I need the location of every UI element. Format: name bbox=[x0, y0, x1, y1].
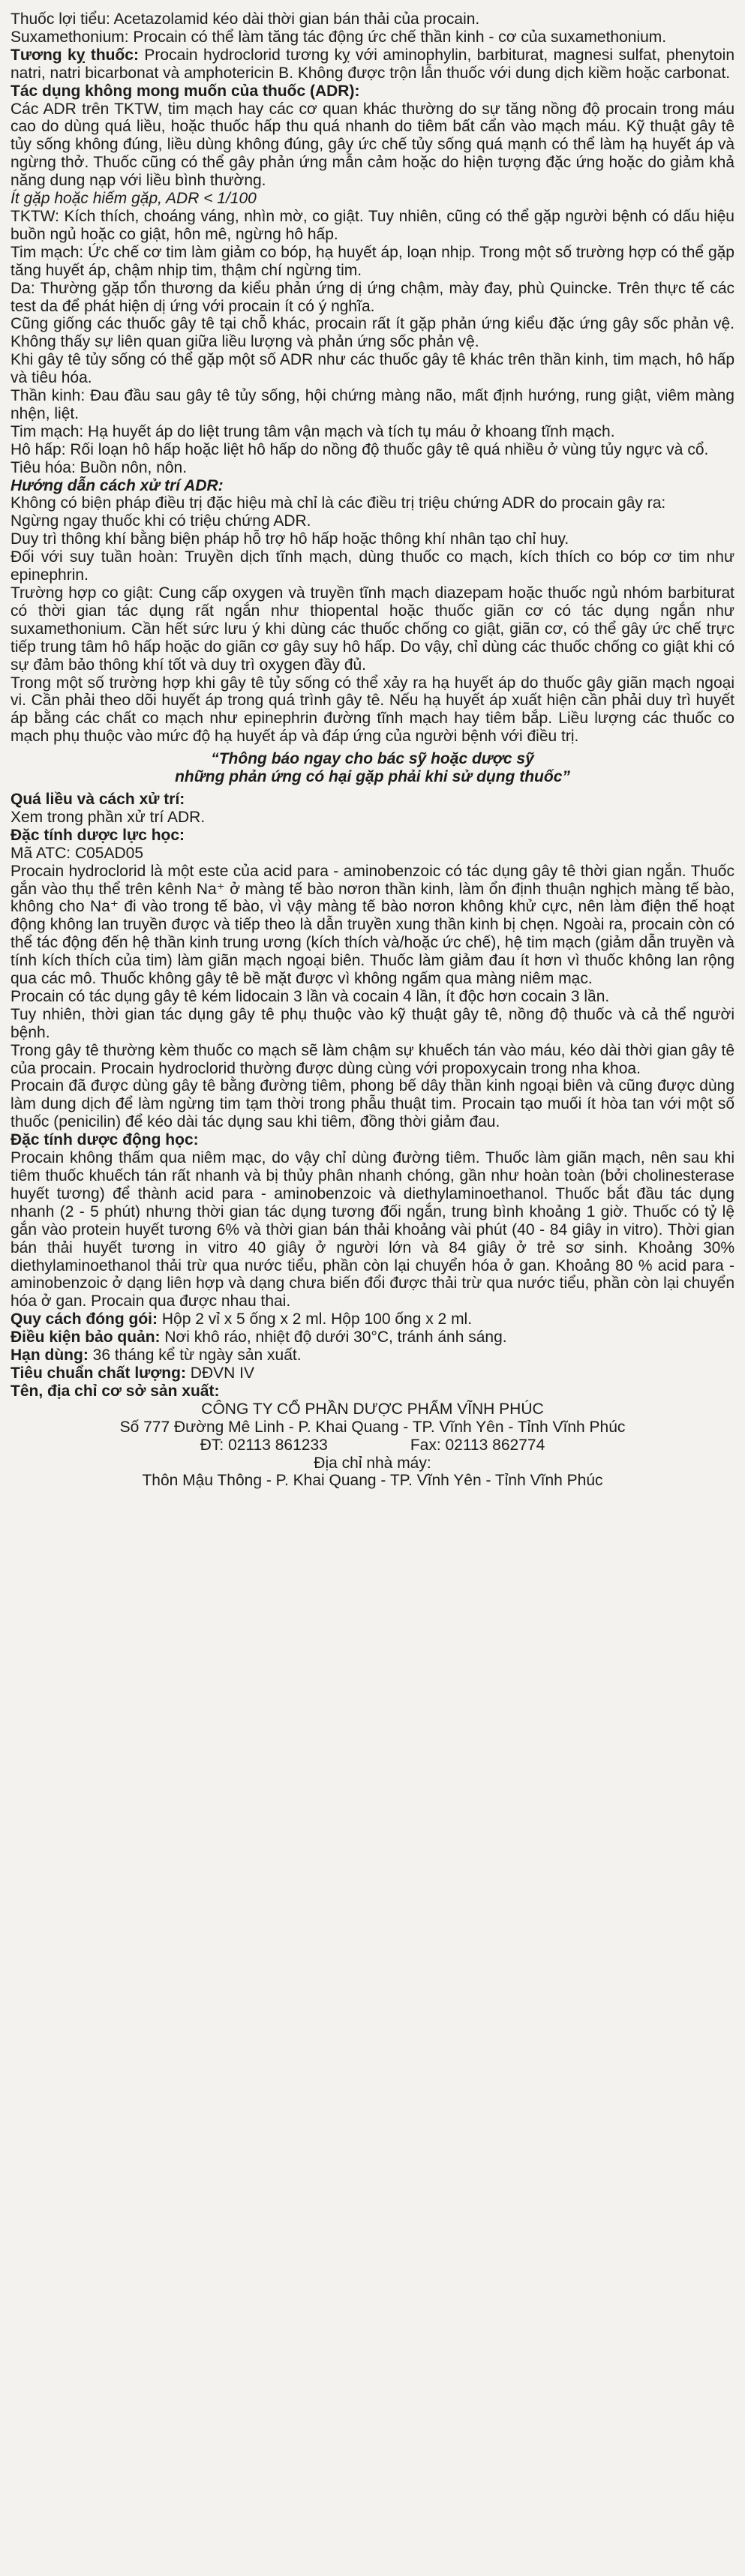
overdose-text: Xem trong phần xử trí ADR. bbox=[11, 808, 206, 826]
overdose-heading: Quá liều và cách xử trí: bbox=[11, 790, 185, 808]
spec-value: 36 tháng kể từ ngày sản xuất. bbox=[88, 1347, 302, 1365]
notice-line-2: những phản ứng có hại gặp phải khi sử dụng thuốc” bbox=[175, 768, 570, 786]
spec-label: Quy cách đóng gói: bbox=[11, 1311, 158, 1329]
company-contacts bbox=[11, 1437, 734, 1455]
incompat-label: Tương kỵ thuốc: bbox=[11, 46, 139, 64]
incompat-text: Procain hydroclorid tương kỵ với aminophylin, barbiturat, magnesi sulfat, phenytoin natri, natri bicarbonat và amphotericin B. Không được trộn lẫn thuốc với dung dịch kiềm hoặc carbonat. bbox=[11, 46, 735, 82]
pharmacodynamics-heading: Đặc tính dược lực học: bbox=[11, 826, 185, 844]
spec-label: Tên, địa chỉ cơ sở sản xuất: bbox=[11, 1382, 220, 1400]
adr-paragraph: TKTW: Kích thích, choáng váng, nhìn mờ, co giật. Tuy nhiên, cũng có thể gặp người bệnh có dấu hiệu buồn ngủ hoặc co giật, hôn mê, ngừng hô hấp. bbox=[11, 207, 734, 243]
interaction-label: Suxamethonium: bbox=[11, 28, 129, 46]
adr-paragraph: Da: Thường gặp tổn thương da kiểu phản ứng dị ứng chậm, mày đay, phù Quincke. Trên thực tế các test da để phát hiện dị ứng với procain ít có ý nghĩa. bbox=[11, 279, 734, 315]
adr-paragraph: Tiêu hóa: Buồn nôn, nôn. bbox=[11, 458, 188, 476]
guidance-paragraph: Trường hợp co giật: Cung cấp oxygen và truyền tĩnh mạch diazepam hoặc thuốc ngủ nhóm barbiturat có thời gian tác dụng rất ngắn như thiopental hoặc thuốc giãn cơ có tác dụng ngắn như suxamethonium. Cần hết sức lưu ý khi dùng các thuốc chống co giật, giãn cơ, có thể gây ức chế trực tiếp trung tâm hô hấp hoặc do giãn cơ gây suy hô hấp. Do vậy, chỉ dùng các thuốc chống co giật khi có sự đảm bảo thông khí tốt và duy trì oxygen đầy đủ. bbox=[11, 584, 734, 674]
pharmacokinetics-heading: Đặc tính dược động học: bbox=[11, 1131, 199, 1149]
adr-paragraph: Thần kinh: Đau đầu sau gây tê tủy sống, hội chứng màng não, mất định hướng, rung giật, viêm màng nhện, liệt. bbox=[11, 387, 734, 422]
spec-label: Điều kiện bảo quản: bbox=[11, 1329, 161, 1347]
interaction-text: Acetazolamid kéo dài thời gian bán thải của procain. bbox=[110, 11, 480, 28]
pd-paragraph: Tuy nhiên, thời gian tác dụng gây tê phụ thuộc vào kỹ thuật gây tê, nồng độ thuốc và cả thể người bệnh. bbox=[11, 1005, 734, 1041]
pk-paragraph: Procain không thấm qua niêm mạc, do vậy chỉ dùng đường tiêm. Thuốc làm giãn mạch, nên sau khi tiêm thuốc khuếch tán rất nhanh và bị thủy phân nhanh chóng, gần như hoàn toàn (bởi cholinesterase huyết tương) để thành acid para - aminobenzoic và diethylaminoethanol. Thuốc bắt đầu tác dụng nhanh (2 - 5 phút) nhưng thời gian tác dụng tương đối ngắn, trung bình khoảng 1 giờ. Thuốc có tỷ lệ gắn vào protein huyết tương 6% và thời gian bán thải khoảng vài phút (40 - 84 giây in vitro). Thời gian bán thải huyết tương in vitro 40 giây ở người lớn và 84 giây ở trẻ sơ sinh. Khoảng 30% diethylaminoethanol thải trừ qua nước tiểu, phần còn lại chuyển hóa ở gan. Khoảng 80 % acid para - aminobenzoic ở dạng liên hợp và dạng chưa biến đổi được thải trừ qua nước tiểu, phần còn lại chuyển hóa ở gan. Procain qua được nhau thai. bbox=[11, 1149, 734, 1311]
spec-packaging bbox=[11, 1311, 734, 1329]
factory-address: Thôn Mậu Thông - P. Khai Quang - TP. Vĩnh Yên - Tỉnh Vĩnh Phúc bbox=[142, 1472, 603, 1490]
pd-paragraph: Procain đã được dùng gây tê bằng đường tiêm, phong bế dây thần kinh ngoại biên và cũng được dùng làm dung dịch để làm ngừng tim tạm thời trong phẫu thuật tim. Procain tạo muối ít hòa tan với một số thuốc (penicilin) để kéo dài tác dụng sau khi tiêm, đồng thời giảm đau. bbox=[11, 1077, 734, 1131]
company-phone: ĐT: 02113 861233 bbox=[200, 1436, 328, 1454]
guidance-paragraph: Ngừng ngay thuốc khi có triệu chứng ADR. bbox=[11, 512, 311, 530]
guidance-paragraph: Đối với suy tuần hoàn: Truyền dịch tĩnh mạch, dùng thuốc co mạch, kích thích co bóp cơ tim như epinephrin. bbox=[11, 548, 734, 584]
spec-label: Hạn dùng: bbox=[11, 1347, 89, 1365]
guidance-paragraph: Không có biện pháp điều trị đặc hiệu mà chỉ là các điều trị triệu chứng ADR do procain gây ra: bbox=[11, 494, 666, 512]
spec-value: Nơi khô ráo, nhiệt độ dưới 30°C, tránh ánh sáng. bbox=[160, 1329, 507, 1347]
spec-label: Tiêu chuẩn chất lượng: bbox=[11, 1364, 186, 1382]
adr-intro: Các ADR trên TKTW, tim mạch hay các cơ quan khác thường do sự tăng nồng độ procain trong máu cao do dùng quá liều, hoặc thuốc hấp thu quá nhanh do tiêm bất cẩn vào mạch máu. Kỹ thuật gây tê tủy sống không đúng, liều dùng không đúng, gây ức chế tủy sống quá mạnh có thể làm hạ huyết áp và ngừng thở. Thuốc cũng có thể gây phản ứng mẫn cảm hoặc do hiện tượng đặc ứng hoặc do giảm khả năng dung nạp với liều bình thường. bbox=[11, 100, 734, 190]
spec-shelf-life bbox=[11, 1347, 734, 1365]
guidance-paragraph: Trong một số trường hợp khi gây tê tủy sống có thể xảy ra hạ huyết áp do thuốc gây giãn mạch ngoại vi. Cần phải theo dõi huyết áp trong quá trình gây tê. Nếu hạ huyết áp xuất hiện cần phải duy trì huyết áp bằng các chất co mạch như epinephrin đường tĩnh mạch hay tiêm bắp. Liều lượng các thuốc co mạch phụ thuộc vào mức độ hạ huyết áp và đáp ứng của người bệnh với điều trị. bbox=[11, 674, 734, 746]
adr-paragraph: Cũng giống các thuốc gây tê tại chỗ khác, procain rất ít gặp phản ứng kiểu đặc ứng gây sốc phản vệ. Không thấy sự liên quan giữa liều lượng và phản ứng sốc phản vệ. bbox=[11, 315, 734, 351]
interaction-suxamethonium bbox=[11, 29, 734, 47]
interaction-diuretics bbox=[11, 11, 734, 29]
company-address: Số 777 Đường Mê Linh - P. Khai Quang - TP. Vĩnh Yên - Tỉnh Vĩnh Phúc bbox=[119, 1418, 626, 1436]
company-name: CÔNG TY CỔ PHẦN DƯỢC PHẨM VĨNH PHÚC bbox=[201, 1400, 544, 1418]
adr-heading: Tác dụng không mong muốn của thuốc (ADR): bbox=[11, 82, 360, 100]
spec-manufacturer bbox=[11, 1383, 734, 1401]
notice-line-1: “Thông báo ngay cho bác sỹ hoặc dược sỹ bbox=[211, 750, 534, 768]
guidance-paragraph: Duy trì thông khí bằng biện pháp hỗ trợ hô hấp hoặc thông khí nhân tạo chỉ huy. bbox=[11, 530, 569, 548]
adr-paragraph: Khi gây tê tủy sống có thể gặp một số ADR như các thuốc gây tê khác trên thần kinh, tim mạch, hô hấp và tiêu hóa. bbox=[11, 351, 734, 387]
incompatibility bbox=[11, 47, 734, 83]
interaction-text: Procain có thể làm tăng tác động ức chế thần kinh - cơ của suxamethonium. bbox=[128, 28, 667, 46]
spec-standard bbox=[11, 1365, 734, 1383]
adr-paragraph: Tim mạch: Hạ huyết áp do liệt trung tâm vận mạch và tích tụ máu ở khoang tĩnh mạch. bbox=[11, 422, 615, 440]
adr-paragraph: Hô hấp: Rối loạn hô hấp hoặc liệt hô hấp do nồng độ thuốc gây tê quá nhiều ở vùng tủy ngực và cổ. bbox=[11, 440, 709, 458]
adr-rare-heading: Ít gặp hoặc hiếm gặp, ADR < 1/100 bbox=[11, 190, 257, 208]
guidance-heading: Hướng dẫn cách xử trí ADR: bbox=[11, 476, 224, 494]
atc-code: Mã ATC: C05AD05 bbox=[11, 844, 144, 862]
spec-value: Hộp 2 vỉ x 5 ống x 2 ml. Hộp 100 ống x 2 ml. bbox=[158, 1311, 473, 1329]
pd-paragraph: Trong gây tê thường kèm thuốc co mạch sẽ làm chậm sự khuếch tán vào máu, kéo dài thời gian gây tê của procain. Procain hydroclorid thường được dùng cùng với propoxycain trong nha khoa. bbox=[11, 1041, 734, 1077]
pd-paragraph: Procain hydroclorid là một este của acid para - aminobenzoic có tác dụng gây tê thời gian ngắn. Thuốc gắn vào thụ thể trên kênh Na⁺ ở màng tế bào nơron thần kinh, làm ổn định thuận nghịch màng tế bào, không cho Na⁺ đi vào trong tế bào, vì vậy màng tế bào nơron không khử cực, nên làm điện thế hoạt động không lan truyền được và tiếp theo là dẫn truyền xung thần kinh bị chẹn. Ngoài ra, procain còn có thể tác động đến hệ thần kinh trung ương (kích thích và/hoặc ức chế), hệ tim mạch (giảm dẫn truyền và tính kích thích của tim) làm giãn mạch ngoại biên. Thuốc làm giảm đau ít hơn vì thuốc không lan rộng qua các mô. Thuốc không gây tê bề mặt được vì không ngấm qua màng niêm mạc. bbox=[11, 862, 734, 988]
spec-storage bbox=[11, 1329, 734, 1347]
adr-paragraph: Tim mạch: Ức chế cơ tim làm giảm co bóp, hạ huyết áp, loạn nhịp. Trong một số trường hợp có thể gặp tăng huyết áp, chậm nhịp tim, thậm chí ngừng tim. bbox=[11, 243, 734, 279]
factory-label: Địa chỉ nhà máy: bbox=[314, 1454, 431, 1472]
pd-paragraph: Procain có tác dụng gây tê kém lidocain 3 lần và cocain 4 lần, ít độc hơn cocain 3 lần. bbox=[11, 987, 610, 1005]
interaction-label: Thuốc lợi tiểu: bbox=[11, 11, 110, 28]
spec-value: DĐVN IV bbox=[185, 1364, 254, 1382]
company-fax: Fax: 02113 862774 bbox=[410, 1436, 545, 1454]
